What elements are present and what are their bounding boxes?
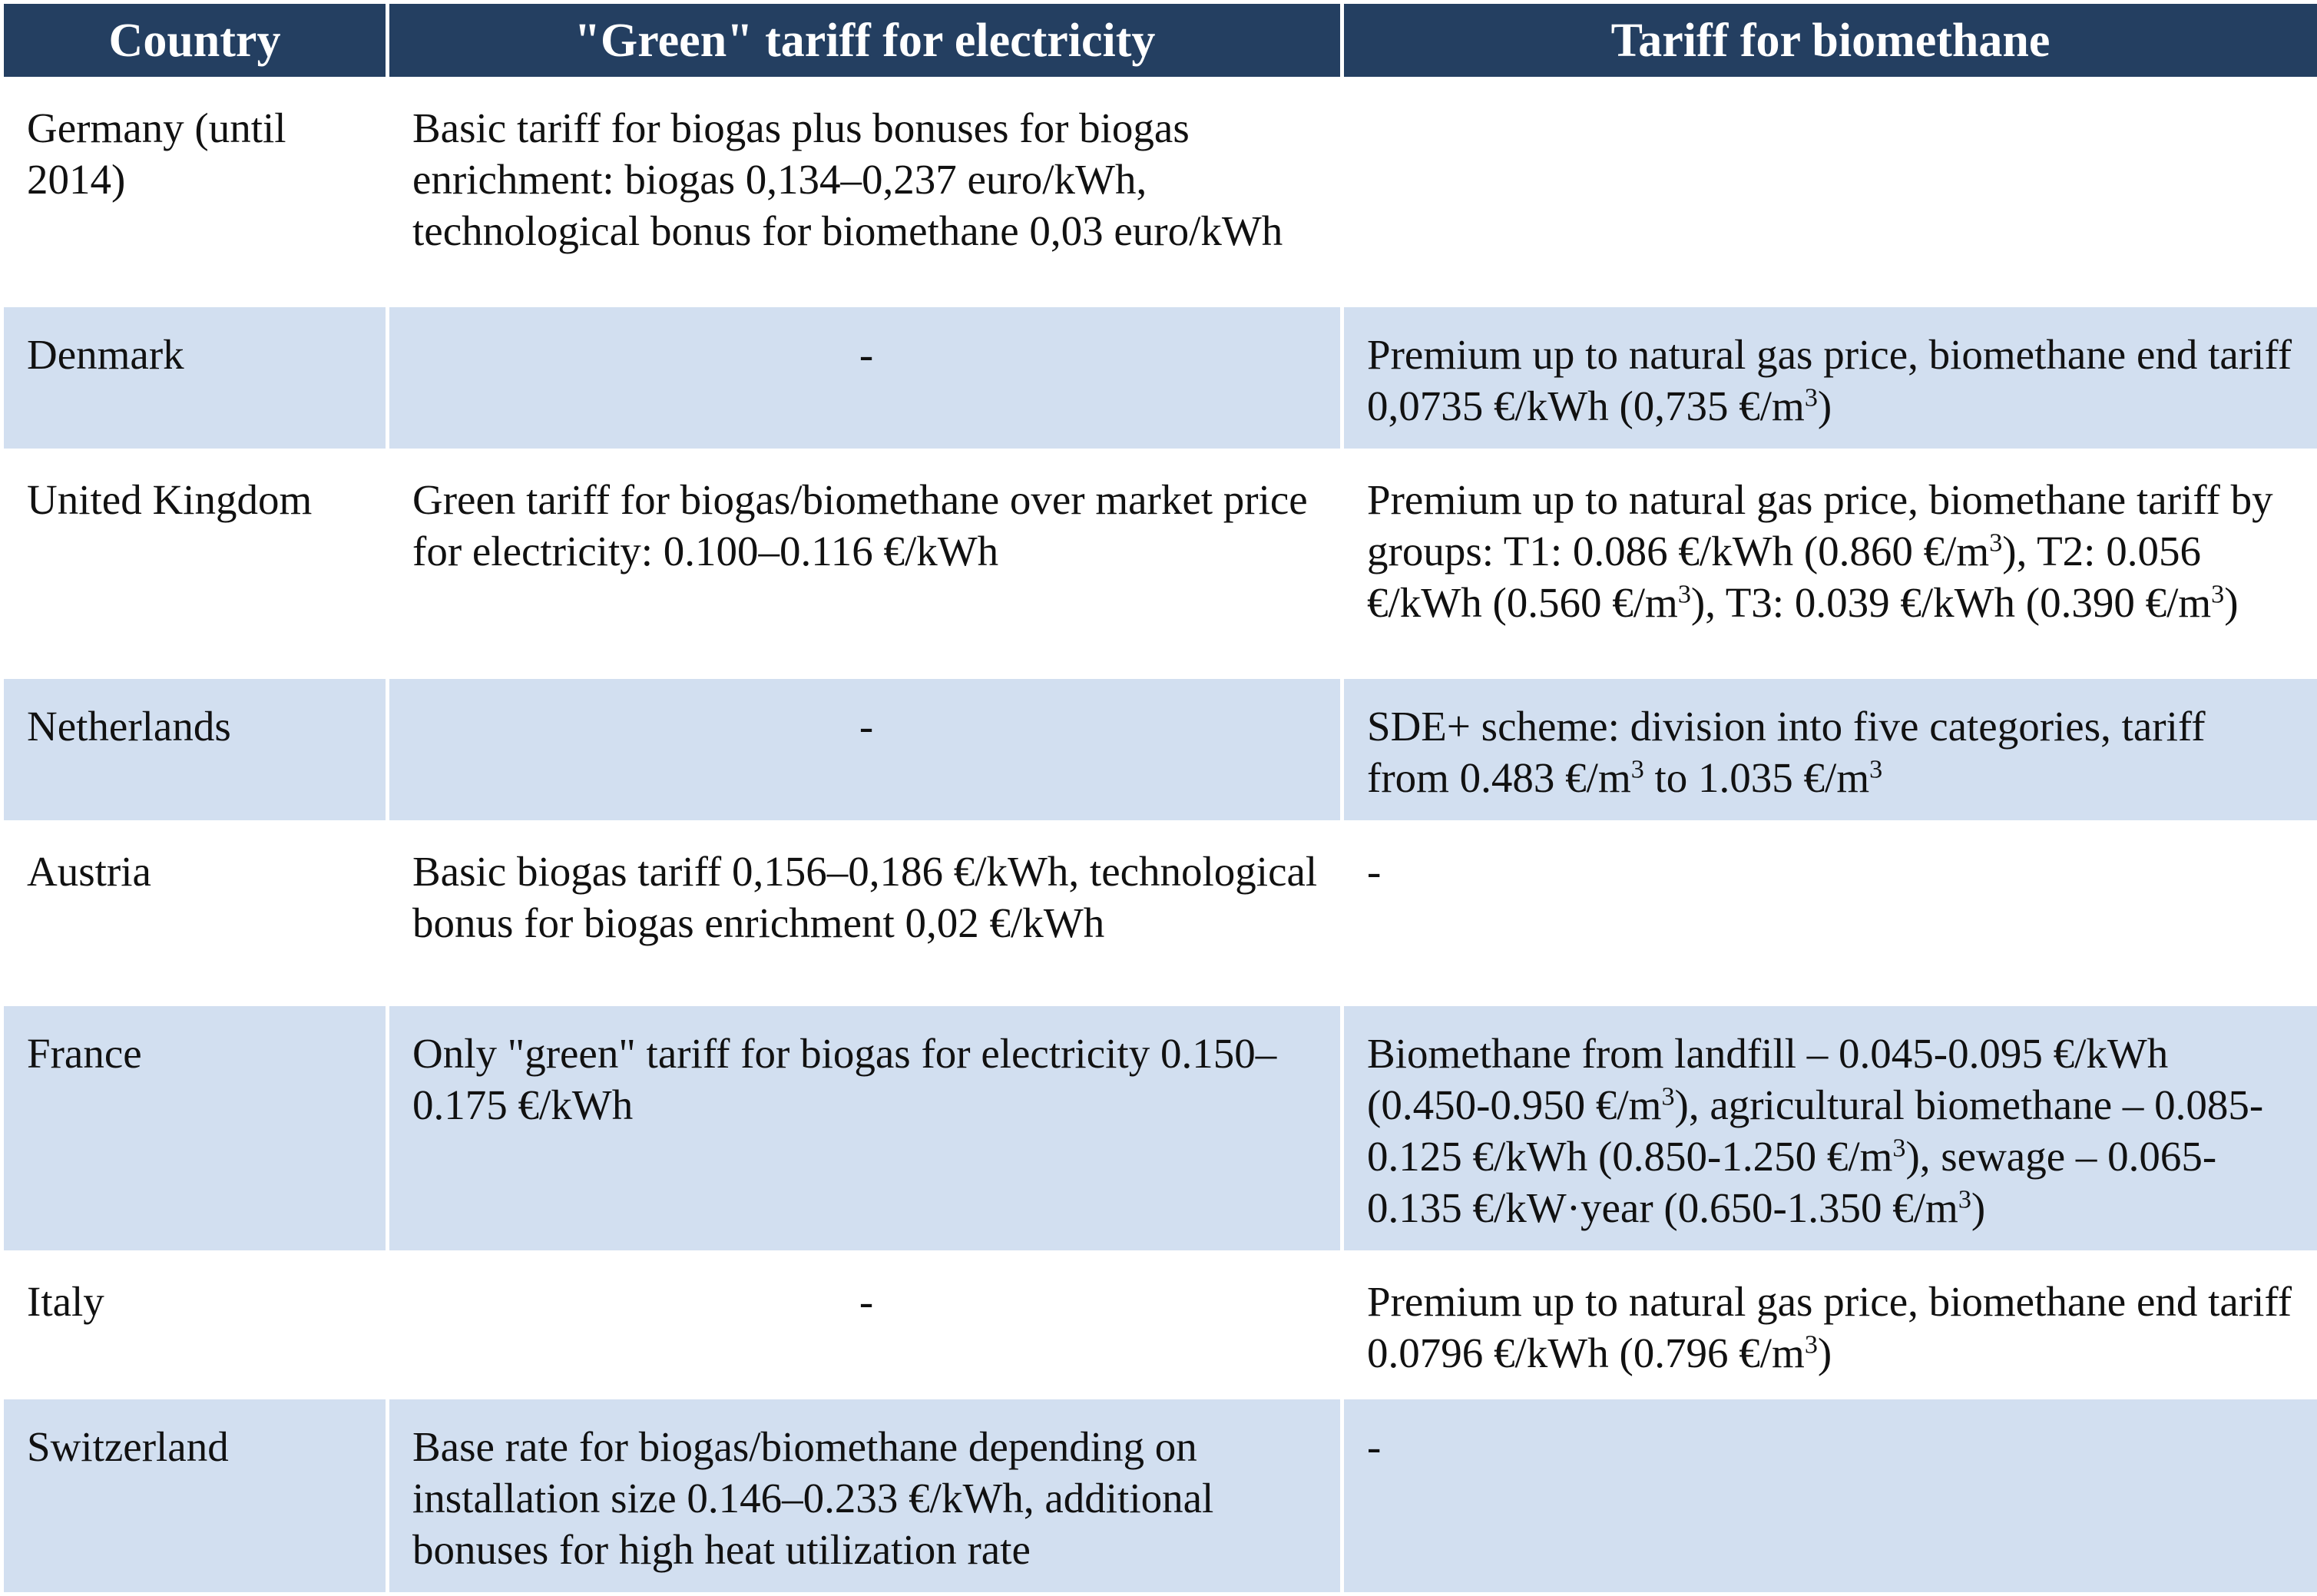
table-row [2, 1005, 2317, 1253]
cell-electricity-tariff: - [388, 677, 1342, 823]
table-row [2, 79, 2317, 306]
table-row [2, 1253, 2317, 1398]
table-row [2, 451, 2317, 677]
cell-country: Italy [2, 1253, 388, 1398]
cell-electricity-tariff: Basic tariff for biogas plus bonuses for biogas enrichment: biogas 0,134–0,237 euro/kWh, technological bonus for biomethane 0,03 euro/kWh [388, 79, 1342, 306]
cell-electricity-tariff: - [388, 306, 1342, 451]
cell-country: Germany (until 2014) [2, 79, 388, 306]
cell-biomethane-tariff [1342, 79, 2317, 306]
cell-biomethane-tariff: SDE+ scheme: division into five categories, tariff from 0.483 $€/m^3$ to 1.035 $€/m^3$ [1342, 677, 2317, 823]
cell-country: France [2, 1005, 388, 1253]
table-row [2, 306, 2317, 451]
table-row [2, 677, 2317, 823]
table-row [2, 1398, 2317, 1594]
cell-country: Netherlands [2, 677, 388, 823]
table-header-row [2, 2, 2317, 79]
cell-country: Denmark [2, 306, 388, 451]
cell-electricity-tariff: Only "green" tariff for biogas for electricity 0.150–0.175 €/kWh [388, 1005, 1342, 1253]
table-row [2, 823, 2317, 1005]
cell-biomethane-tariff: Premium up to natural gas price, biomethane tariff by groups: T1: 0.086 €/kWh (0.860 $€/m^3$), T2: 0.056 €/kWh (0.560 $€/m^3$), T3: 0.039 €/kWh (0.390 $€/m^3$) [1342, 451, 2317, 677]
header-country: Country [2, 2, 388, 79]
cell-biomethane-tariff: Premium up to natural gas price, biomethane end tariff 0,0735 €/kWh (0,735 $€/m^3$) [1342, 306, 2317, 451]
cell-country: Switzerland [2, 1398, 388, 1594]
cell-biomethane-tariff: - [1342, 823, 2317, 1005]
cell-electricity-tariff: - [388, 1253, 1342, 1398]
cell-biomethane-tariff: - [1342, 1398, 2317, 1594]
cell-biomethane-tariff: Biomethane from landfill – 0.045-0.095 €/kWh (0.450-0.950 $€/m^3$), agricultural biomethane – 0.085-0.125 €/kWh (0.850-1.250 $€/m^3$), sewage – 0.065-0.135 €/kW·year (0.650-1.350 $€/m^3$) [1342, 1005, 2317, 1253]
cell-country: Austria [2, 823, 388, 1005]
cell-electricity-tariff: Base rate for biogas/biomethane depending on installation size 0.146–0.233 €/kWh, additional bonuses for high heat utilization rate [388, 1398, 1342, 1594]
cell-electricity-tariff: Green tariff for biogas/biomethane over market price for electricity: 0.100–0.116 €/kWh [388, 451, 1342, 677]
header-green-tariff-electricity: "Green" tariff for electricity [388, 2, 1342, 79]
cell-country: United Kingdom [2, 451, 388, 677]
cell-electricity-tariff: Basic biogas tariff 0,156–0,186 €/kWh, technological bonus for biogas enrichment 0,02 €/kWh [388, 823, 1342, 1005]
cell-biomethane-tariff: Premium up to natural gas price, biomethane end tariff 0.0796 €/kWh (0.796 $€/m^3$) [1342, 1253, 2317, 1398]
header-tariff-biomethane: Tariff for biomethane [1342, 2, 2317, 79]
